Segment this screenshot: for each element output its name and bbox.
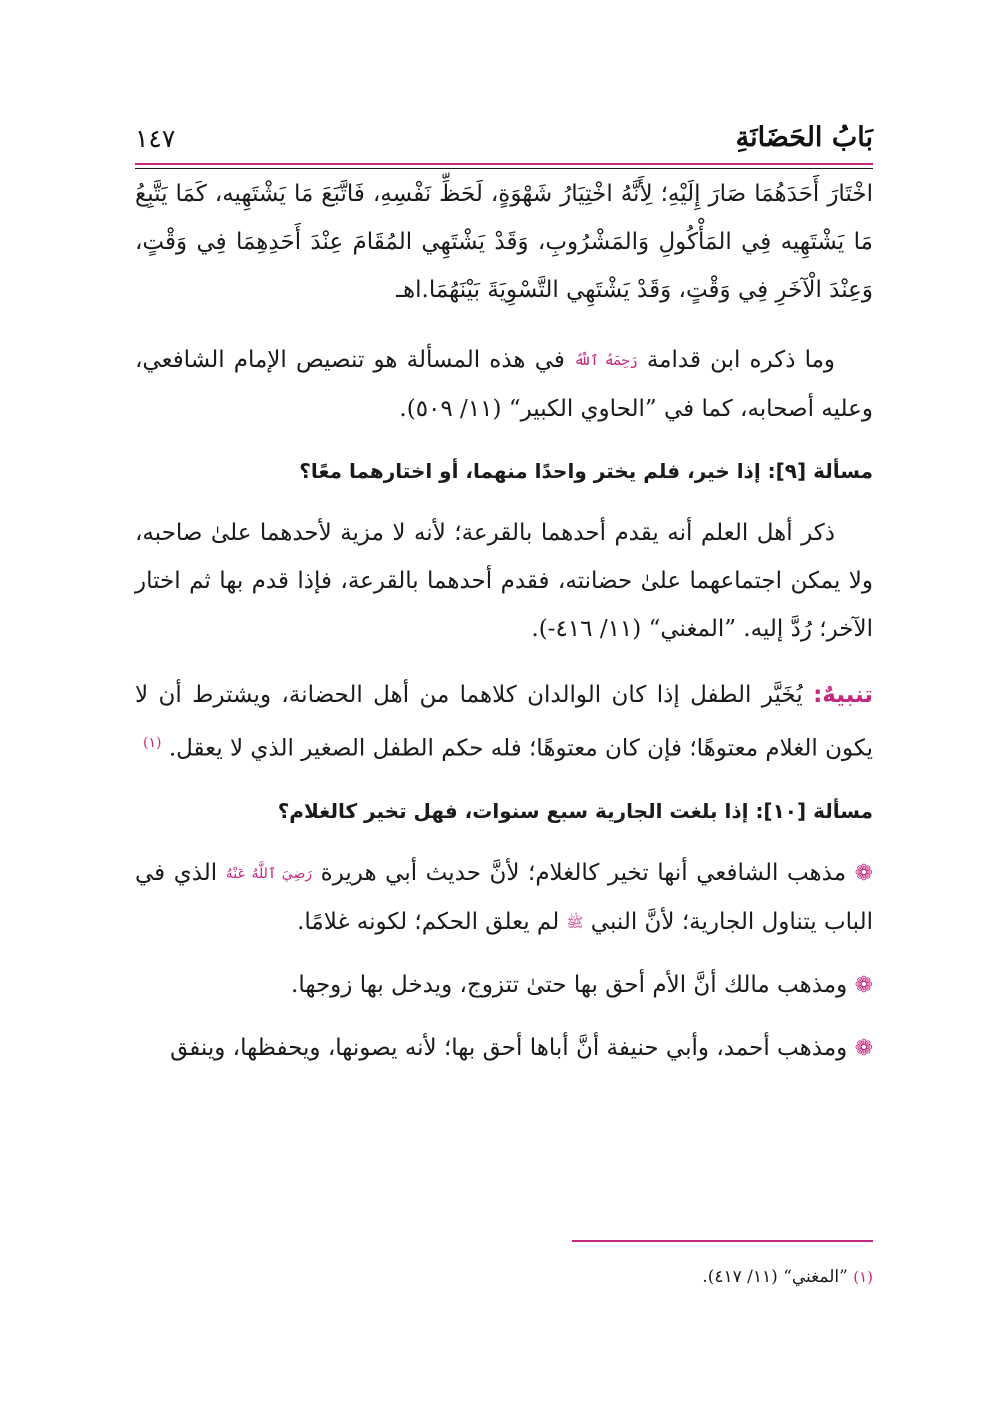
- footnote-text: ”المغني“ (١١/ ٤١٧).: [702, 1267, 848, 1287]
- bullet-text: مذهب الشافعي أنها تخير كالغلام؛ لأنَّ حديث أبي هريرة: [320, 859, 847, 886]
- honorific-mark: رَحِمَهُ ٱللَّهُ: [574, 353, 638, 369]
- quoted-passage: اخْتَارَ أَحَدَهُمَا صَارَ إِلَيْهِ؛ لِأَنَّهُ اخْتِيَارُ شَهْوَةٍ، لَحَظِّ نَفْسِهِ، فَاتَّبَعَ مَا يَشْتَهِيه، كَمَا يَتَّبِعُ مَا يَشْتَهِيه فِي المَأْكُولِ وَالمَشْرُوبِ، وَقَدْ يَشْتَهِي المُقَامَ عِنْدَ أَحَدِهِمَا فِي وَقْتٍ، وَعِنْدَ الْآخَرِ فِي وَقْتٍ، وَقَدْ يَشْتَهِي التَّسْوِيَةَ بَيْنَهُمَا.اهـ: [135, 181, 873, 303]
- bullet-shafii: [135, 849, 873, 947]
- running-header: [135, 118, 873, 162]
- chapter-title: بَابُ الحَضَانَةِ: [735, 122, 873, 153]
- honorific-mark: ﷺ: [566, 914, 584, 931]
- tanbih-label: تنبيهٌ:: [813, 682, 874, 708]
- header-rule-thin: [135, 168, 873, 169]
- paragraph-ibn-qudama: [135, 336, 873, 433]
- bullet-text: الذي في الباب يتناول الجارية؛ لأنَّ النبي: [135, 859, 873, 935]
- bullet-text: لم يعلق الحكم؛ لكونه غلامًا.: [297, 908, 560, 935]
- flower-bullet-icon: ❁: [854, 1035, 873, 1061]
- bullet-ahmad: [135, 1024, 873, 1073]
- bullet-malik: [135, 961, 873, 1010]
- footnote-number: (١): [853, 1268, 873, 1286]
- masala-heading-9: مسألة [٩]: إذا خير، فلم يختر واحدًا منهما، أو اختارهما معًا؟: [299, 459, 873, 483]
- tanbih-note: [135, 671, 873, 773]
- paragraph-text: وما ذكره ابن قدامة: [646, 347, 836, 373]
- paragraph-qurah: ذكر أهل العلم أنه يقدم أحدهما بالقرعة؛ لأنه لا مزية لأحدهما علىٰ صاحبه، ولا يمكن اجتماعهما علىٰ حضانته، فقدم أحدهما بالقرعة، فإذا قدم بها ثم اختار الآخر؛ رُدَّ إليه. ”المغني“ (١١/ ٤١٦-).: [135, 520, 873, 642]
- tanbih-text: يُخَيَّر الطفل إذا كان الوالدان كلاهما من أهل الحضانة، ويشترط أن لا يكون الغلام معتوهًا؛ فإن كان معتوهًا؛ فله حكم الطفل الصغير الذي لا يعقل.: [135, 682, 873, 762]
- masala-heading-10: مسألة [١٠]: إذا بلغت الجارية سبع سنوات، فهل تخير كالغلام؟: [277, 798, 873, 823]
- bullet-text: ومذهب أحمد، وأبي حنيفة أنَّ أباها أحق بها؛ لأنه يصونها، ويحفظها، وينفق: [170, 1034, 848, 1061]
- main-text: [135, 170, 873, 1087]
- paragraph-text: في هذه المسألة هو تنصيص الإمام الشافعي، وعليه أصحابه، كما في ”الحاوي الكبير“ (١١/ ٥٠٩).: [135, 347, 873, 422]
- honorific-mark: رَضِيَ ٱللَّهُ عَنْهُ: [225, 865, 313, 882]
- flower-bullet-icon: ❁: [854, 860, 874, 886]
- footnote-separator: [572, 1240, 873, 1242]
- header-rule-accent: [135, 163, 873, 165]
- footnote-reference: (١): [143, 735, 162, 751]
- flower-bullet-icon: ❁: [854, 972, 873, 998]
- bullet-text: ومذهب مالك أنَّ الأم أحق بها حتىٰ تتزوج، ويدخل بها زوجها.: [291, 971, 848, 998]
- page-number: ١٤٧: [135, 124, 176, 153]
- footnote: [135, 1262, 873, 1292]
